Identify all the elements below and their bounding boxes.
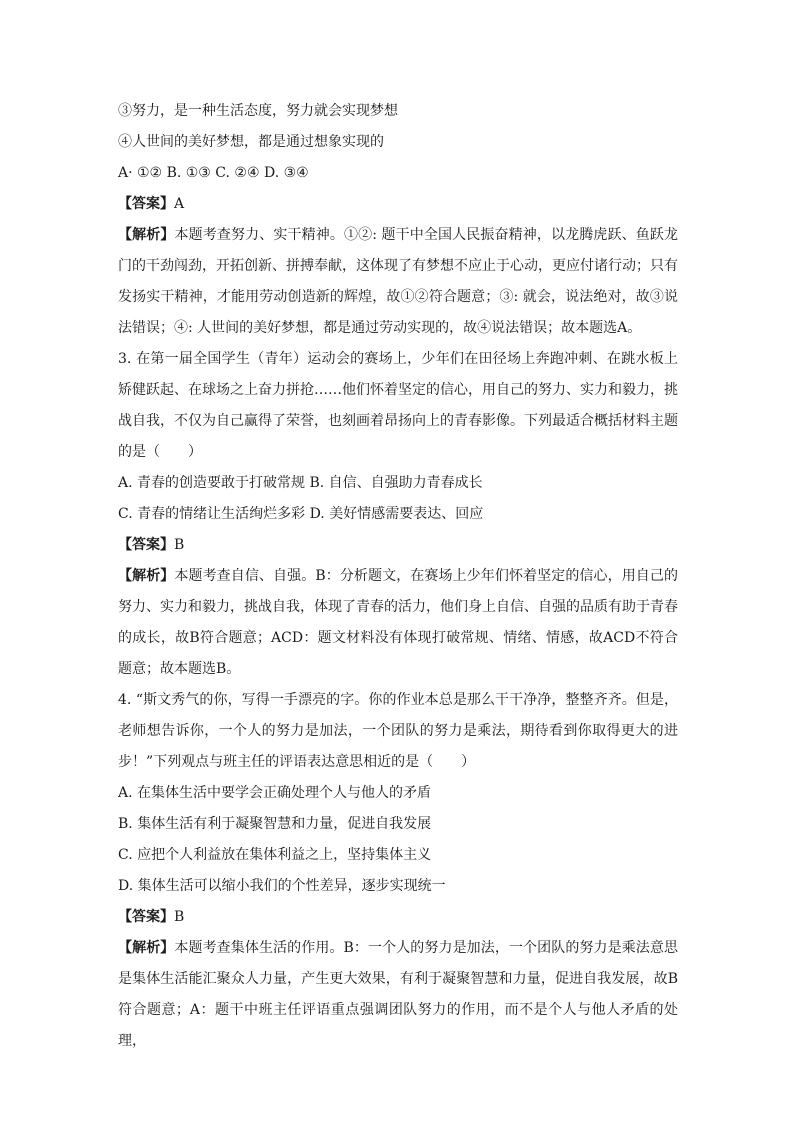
document-page: [118, 96, 678, 1057]
q2-answer: [118, 189, 678, 220]
analysis-tag: 【解析】: [118, 227, 175, 243]
q2-choices: A· ①② B. ①③ C. ②④ D. ③④: [118, 165, 309, 181]
q3-options-ab: A. 青春的创造要敢于打破常规 B. 自信、自强助力青春成长: [118, 475, 483, 491]
answer-value: B: [174, 537, 185, 553]
q2-option-4: ④人世间的美好梦想，都是通过想象实现的: [118, 134, 384, 150]
q4-stem: 4. “斯文秀气的你，写得一手漂亮的字。你的作业本总是那么干干净净，整整齐齐。但是，老师想告诉你，一个人的努力是加法，一个团队的努力是乘法，期待看到你取得更大的进步！”下列观点与班主任的评语表达意思相近的是（ ）: [118, 692, 678, 770]
analysis-text: 本题考查自信、自强。B：分析题文，在赛场上少年们怀着坚定的信心，用自己的努力、实力和毅力，挑战自我，体现了青春的活力，他们身上自信、自强的品质有助于青春的成长，故B符合题意；ACD：题文材料没有体现打破常规、情绪、情感，故ACD不符合题意；故本题选B。: [118, 568, 678, 677]
q4-option-d: D. 集体生活可以缩小我们的个性差异，逐步实现统一: [118, 878, 446, 894]
q4-option-b: B. 集体生活有利于凝聚智慧和力量，促进自我发展: [118, 816, 432, 832]
q4-answer: [118, 902, 678, 933]
q2-analysis: [118, 220, 678, 344]
q4-option-c: C. 应把个人利益放在集体利益之上，坚持集体主义: [118, 847, 432, 863]
q3-options-cd: C. 青春的情绪让生活绚烂多彩 D. 美好情感需要表达、回应: [118, 506, 484, 522]
q3-answer: [118, 530, 678, 561]
q4-analysis: [118, 933, 678, 1057]
answer-value: B: [174, 909, 185, 925]
answer-tag: 【答案】: [118, 537, 174, 553]
answer-tag: 【答案】: [118, 196, 174, 212]
answer-tag: 【答案】: [118, 909, 174, 925]
analysis-text: 本题考查集体生活的作用。B：一个人的努力是加法，一个团队的努力是乘法意思是集体生活能汇聚众人力量，产生更大效果，有利于凝聚智慧和力量，促进自我发展，故B符合题意；A：题干中班主任评语重点强调团队努力的作用，而不是个人与他人矛盾的处理，: [118, 940, 678, 1049]
analysis-text: 本题考查努力、实干精神。①②: 题干中全国人民振奋精神，以龙腾虎跃、鱼跃龙门的干劲闯劲，开拓创新、拼搏奉献，这体现了有梦想不应止于心动，更应付诸行动；只有发扬实干精神，才能用劳动创造新的辉煌，故①②符合题意；③: 就会，说法绝对，故③说法错误；④: 人世间的美好梦想，都是通过劳动实现的，故④说法错误；故本题选A。: [118, 227, 678, 336]
q4-option-a: A. 在集体生活中要学会正确处理个人与他人的矛盾: [118, 785, 432, 801]
q2-option-3: ③努力，是一种生活态度，努力就会实现梦想: [118, 103, 398, 119]
analysis-tag: 【解析】: [118, 940, 175, 956]
analysis-tag: 【解析】: [118, 568, 175, 584]
q3-analysis: [118, 561, 678, 685]
q3-stem: 3. 在第一届全国学生（青年）运动会的赛场上，少年们在田径场上奔跑冲刺、在跳水板上矫健跃起、在球场之上奋力拼抢……他们怀着坚定的信心，用自己的努力、实力和毅力，挑战自我，不仅为自己赢得了荣誉，也刻画着昂扬向上的青春影像。下列最适合概括材料主题的是（ ）: [118, 351, 678, 460]
answer-value: A: [174, 196, 185, 212]
